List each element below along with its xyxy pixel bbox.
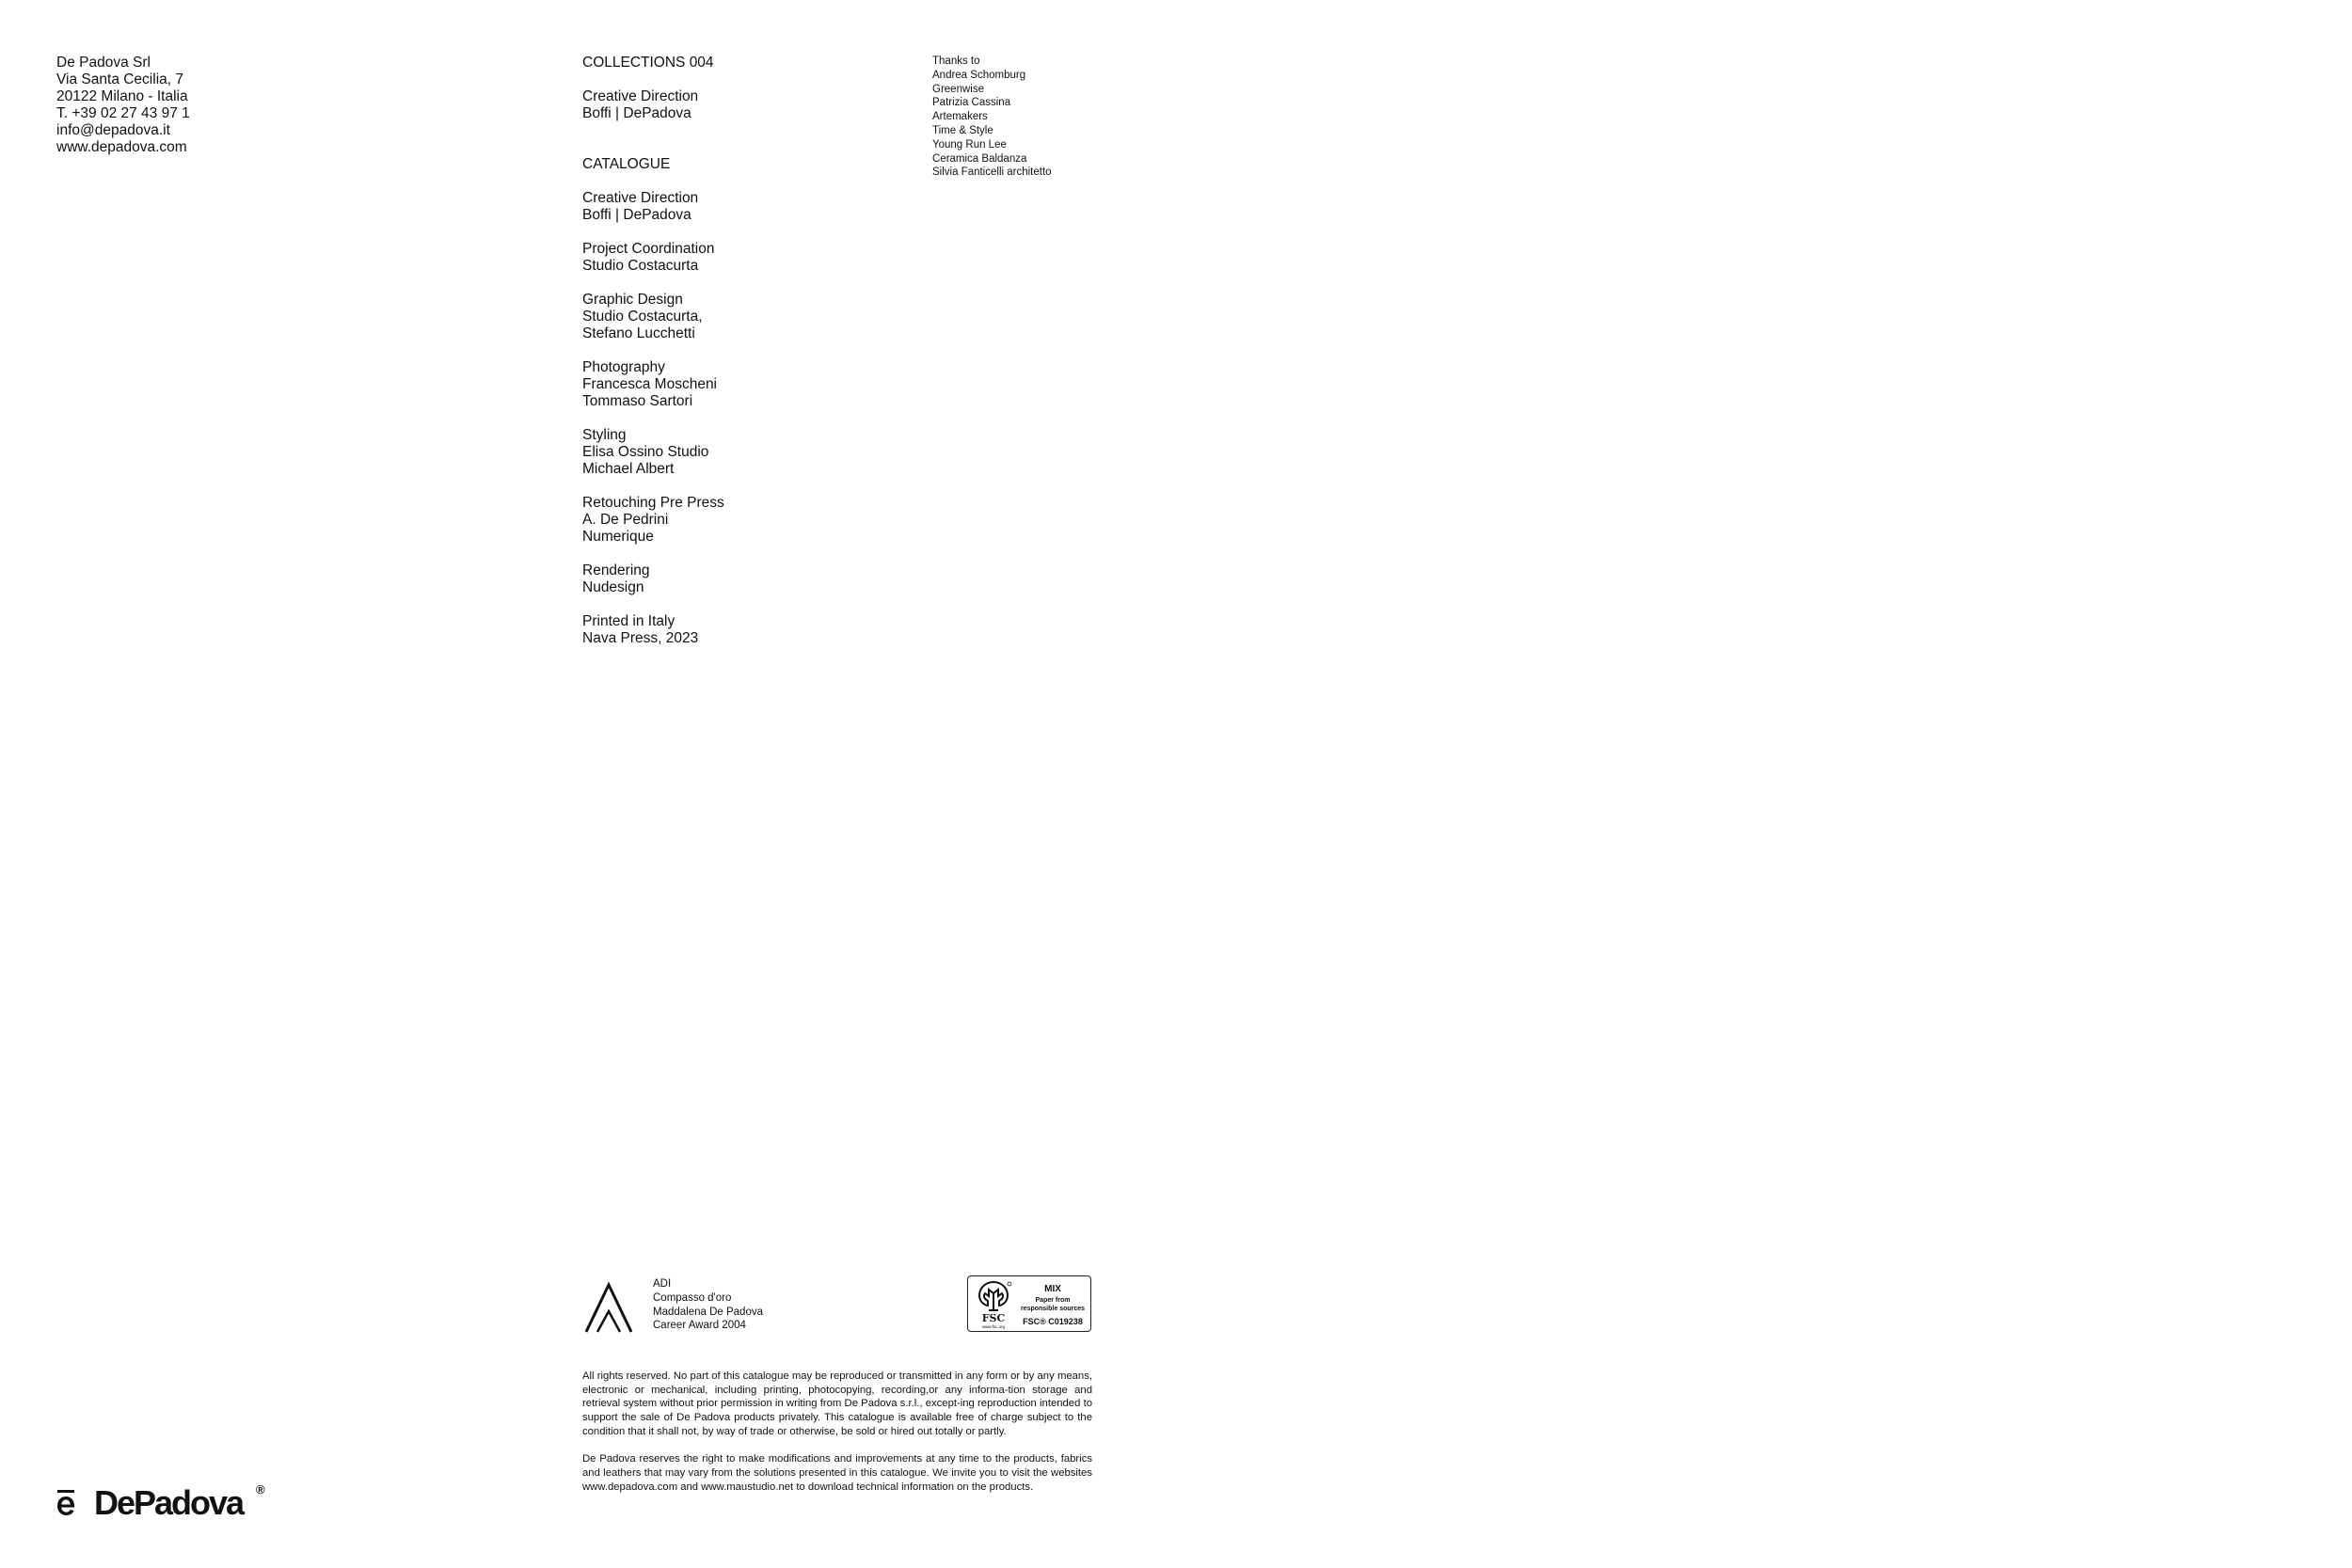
thanks-name: Andrea Schomburg — [932, 69, 1026, 81]
phone-number: T. +39 02 27 43 97 1 — [56, 105, 190, 121]
fsc-tree-icon — [974, 1280, 1013, 1312]
credits-block — [582, 55, 724, 664]
credit-group-graphic-design — [582, 292, 724, 342]
thanks-name: Artemakers — [932, 111, 988, 123]
credit-group-printing — [582, 613, 724, 647]
company-name: De Padova Srl — [56, 55, 151, 71]
thanks-name: Silvia Fanticelli architetto — [932, 166, 1052, 179]
credit-name: Boffi | DePadova — [582, 207, 691, 223]
fsc-sub-line: responsible sources — [1020, 1305, 1086, 1312]
thanks-heading: Thanks to — [932, 55, 980, 67]
credit-name: Studio Costacurta, — [582, 309, 703, 325]
fsc-label: MIX — [1044, 1284, 1061, 1294]
credit-name: Tommaso Sartori — [582, 393, 693, 409]
thanks-name: Time & Style — [932, 124, 993, 136]
fsc-badge — [967, 1275, 1091, 1332]
credit-title: Printed in Italy — [582, 613, 675, 629]
fsc-mark — [974, 1280, 1013, 1327]
address-city: 20122 Milano - Italia — [56, 88, 188, 104]
legal-notice — [582, 1370, 1092, 1508]
fsc-url: www.fsc.org — [981, 1324, 1006, 1329]
credit-group-rendering — [582, 562, 724, 596]
fsc-sub-line: Paper from — [1035, 1297, 1071, 1304]
adi-award-name: Compasso d'oro — [653, 1291, 732, 1304]
credit-name: Francesca Moscheni — [582, 376, 718, 392]
credit-name: Nava Press, 2023 — [582, 630, 699, 646]
thanks-block — [932, 55, 1052, 180]
credit-name: Numerique — [582, 529, 654, 545]
adi-award-text — [653, 1277, 763, 1333]
credit-group-styling — [582, 427, 724, 478]
adi-award-year: Career Award 2004 — [653, 1320, 746, 1332]
credit-group-project-coordination — [582, 241, 724, 275]
email-address: info@depadova.it — [56, 122, 170, 138]
adi-label: ADI — [653, 1278, 672, 1290]
collections-heading: COLLECTIONS 004 — [582, 55, 714, 71]
thanks-name: Young Run Lee — [932, 138, 1007, 150]
credit-group-photography — [582, 359, 724, 410]
credit-title: Graphic Design — [582, 292, 683, 308]
collections-section — [582, 55, 724, 122]
fsc-info — [1017, 1284, 1089, 1327]
thanks-name: Patrizia Cassina — [932, 97, 1011, 109]
credit-name: Michael Albert — [582, 461, 675, 477]
brand-name: DePadova — [94, 1483, 244, 1522]
credit-group-creative-direction — [582, 190, 724, 224]
credit-title: Photography — [582, 359, 665, 375]
depadova-logo-icon — [55, 1488, 77, 1518]
credit-title: Styling — [582, 427, 627, 443]
credit-name: Nudesign — [582, 579, 644, 595]
credit-name: Elisa Ossino Studio — [582, 444, 709, 460]
credit-name: A. De Pedrini — [582, 512, 669, 528]
thanks-name: Ceramica Baldanza — [932, 152, 1027, 165]
modifications-paragraph: De Padova reserves the right to make modifications and improvements at any time to the products, fabrics and leathers that may vary from the solutions presented in this catalogue. We invite you to visit the websites www.depadova.com and www.maustudio.net to download technical information on the products. — [582, 1453, 1092, 1493]
contact-block — [56, 55, 190, 156]
fsc-mark-text: FSC — [981, 1312, 1006, 1324]
credit-title: Creative Direction — [582, 88, 699, 104]
credit-name: Boffi | DePadova — [582, 105, 691, 121]
thanks-name: Greenwise — [932, 83, 984, 95]
adi-compasso-icon — [582, 1281, 635, 1334]
fsc-code: FSC® C019238 — [1023, 1317, 1083, 1326]
credit-group-retouching — [582, 495, 724, 546]
credit-name: Studio Costacurta — [582, 258, 699, 274]
adi-award — [582, 1277, 846, 1336]
credit-name: Stefano Lucchetti — [582, 325, 695, 341]
catalogue-heading: CATALOGUE — [582, 156, 671, 172]
credit-title: Project Coordination — [582, 241, 715, 257]
registered-mark: ® — [256, 1482, 265, 1497]
catalogue-section — [582, 156, 724, 647]
website-url: www.depadova.com — [56, 139, 187, 155]
credit-title: Creative Direction — [582, 190, 699, 206]
rights-paragraph: All rights reserved. No part of this catalogue may be reproduced or transmitted in any form or by any means, electronic or mechanical, including printing, photocopying, recording,or any informa-tion storage and retrieval system without prior permission in writing from De Padova s.r.l., except-ing reproduction intended to support the sale of De Padova products privately. This catalogue is available free of charge subject to the condition that it shall not, by way of trade or otherwise, be sold or hired out totally or partly. — [582, 1370, 1092, 1437]
brand-logo — [55, 1482, 280, 1528]
credit-title: Rendering — [582, 562, 650, 578]
address-street: Via Santa Cecilia, 7 — [56, 71, 183, 87]
adi-recipient: Maddalena De Padova — [653, 1306, 763, 1318]
credit-title: Retouching Pre Press — [582, 495, 724, 511]
